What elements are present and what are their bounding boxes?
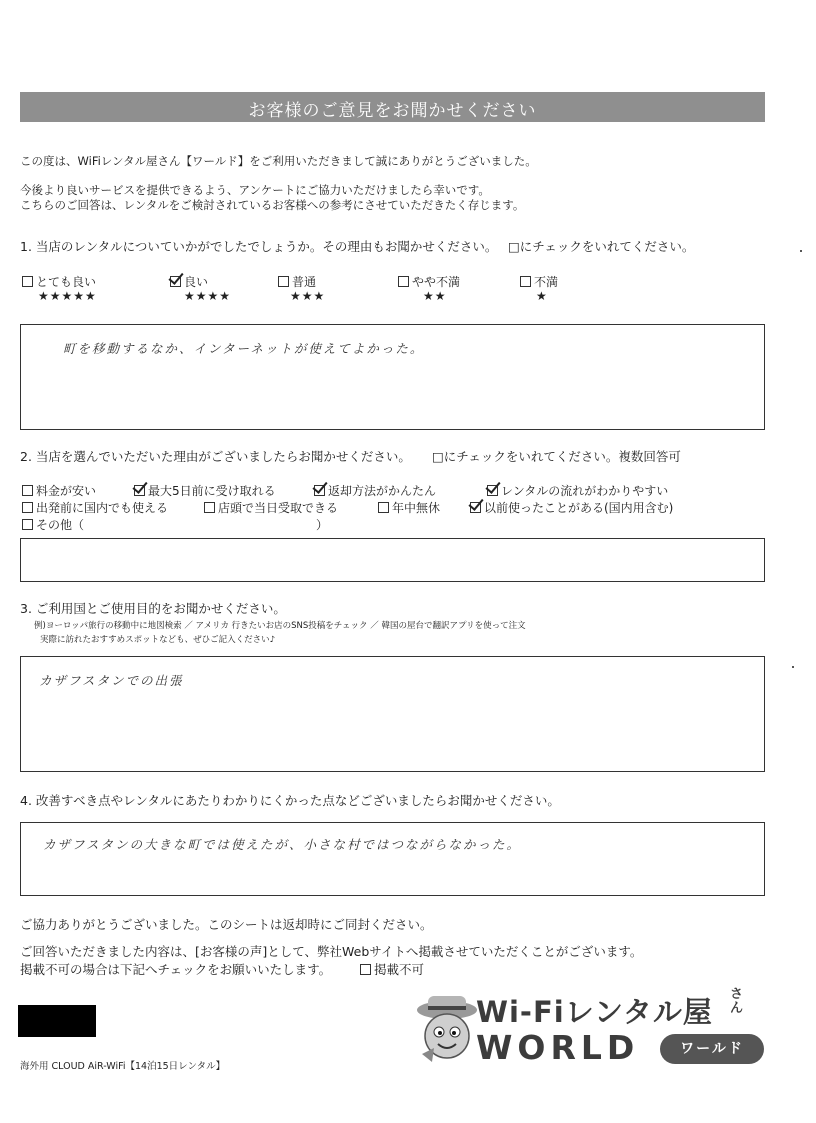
q2-answer-box[interactable] — [20, 538, 765, 582]
q1-option-unsatisfied[interactable]: 不満 — [520, 273, 558, 290]
q2-checkbox-used-before[interactable] — [470, 502, 481, 513]
q2-checkbox-domestic[interactable] — [22, 502, 33, 513]
logo-tag: ワールド — [660, 1034, 764, 1064]
q2-option-cheap[interactable]: 料金が安い — [22, 482, 96, 499]
optout-option[interactable]: 掲載不可 — [360, 960, 424, 978]
intro-line-3: こちらのご回答は、レンタルをご検討されているお客様への参考にさせていただきたく存じます。 — [20, 198, 525, 212]
q2-other-close-paren: ） — [316, 518, 329, 532]
q1-stars-4: ★★★★ — [184, 289, 232, 303]
q2-question: 2. 当店を選んでいただいた理由がございましたらお聞かせください。 — [20, 449, 411, 464]
q1-instruction: □にチェックをいれてください。 — [508, 239, 695, 254]
q1-option-slightly-unsatisfied[interactable]: やや不満 — [398, 273, 460, 290]
q1-stars-5: ★★★★★ — [38, 289, 97, 303]
intro-line-1: この度は、WiFiレンタル屋さん【ワールド】をご利用いただきまして誠にありがとうございました。 — [20, 154, 537, 168]
q3-answer-box[interactable] — [20, 656, 765, 772]
q1-stars-2: ★★ — [423, 289, 447, 303]
q2-option-store-pickup[interactable]: 店頭で当日受取できる — [204, 499, 338, 516]
product-name: 海外用 CLOUD AiR-WiFi【14泊15日レンタル】 — [20, 1061, 226, 1072]
q1-checkbox-good[interactable] — [170, 276, 181, 287]
q2-option-other[interactable]: その他（ — [22, 516, 84, 533]
header-banner — [20, 92, 765, 122]
footer-thanks: ご協力ありがとうございました。このシートは返却時にご同封ください。 — [20, 917, 433, 932]
q1-stars-3: ★★★ — [290, 289, 326, 303]
q2-checkbox-other[interactable] — [22, 519, 33, 530]
wifi-rental-world-logo — [414, 988, 766, 1070]
q1-answer-box[interactable] — [20, 324, 765, 430]
q2-option-open-all-year[interactable]: 年中無休 — [378, 499, 440, 516]
q1-option-good[interactable]: 良い — [170, 273, 208, 290]
scan-speck — [792, 666, 794, 668]
footer-optout: 掲載不可の場合は下記へチェックをお願いいたします。 — [20, 962, 332, 977]
q2-option-used-before[interactable]: 以前使ったことがある(国内用含む) — [470, 499, 673, 516]
scan-speck — [800, 250, 802, 252]
q1-checkbox-very-good[interactable] — [22, 276, 33, 287]
q2-option-easy-flow[interactable]: レンタルの流れがわかりやすい — [487, 482, 668, 499]
q2-option-5days[interactable]: 最大5日前に受け取れる — [134, 482, 276, 499]
q1-question: 1. 当店のレンタルについていかがでしたでしょうか。その理由もお聞かせください。 — [20, 239, 498, 254]
intro-line-2: 今後より良いサービスを提供できるよう、アンケートにご協力いただけましたら幸いです。 — [20, 183, 490, 197]
q2-checkbox-5days[interactable] — [134, 485, 145, 496]
q2-checkbox-open-all-year[interactable] — [378, 502, 389, 513]
mascot-icon — [414, 992, 480, 1066]
logo-san: さん — [730, 987, 744, 1016]
q2-instruction: □にチェックをいれてください。複数回答可 — [432, 449, 681, 464]
redacted-block — [18, 1005, 96, 1037]
q2-option-domestic[interactable]: 出発前に国内でも使える — [22, 499, 168, 516]
q1-answer-text: 町を移動するなか、インターネットが使えてよかった。 — [63, 341, 425, 356]
q3-example: 例)ヨーロッパ旅行の移動中に地図検索 ／ アメリカ 行きたいお店のSNS投稿をチェック ／ 韓国の屋台で翻訳アプリを使って注文 — [34, 621, 526, 631]
q1-checkbox-slightly-unsatisfied[interactable] — [398, 276, 409, 287]
q2-checkbox-easy-return[interactable] — [314, 485, 325, 496]
q1-stars-1: ★ — [536, 289, 548, 303]
q1-option-normal[interactable]: 普通 — [278, 273, 316, 290]
q3-answer-text: カザフスタンでの出張 — [39, 673, 184, 688]
q2-checkbox-cheap[interactable] — [22, 485, 33, 496]
page-title: お客様のご意見をお聞かせください — [248, 101, 537, 121]
q3-question: 3. ご利用国とご使用目的をお聞かせください。 — [20, 601, 286, 616]
q4-answer-text: カザフスタンの大きな町では使えたが、小さな村ではつながらなかった。 — [43, 837, 522, 852]
q3-example-2: 実際に訪れたおすすめスポットなども、ぜひご記入ください♪ — [40, 635, 276, 645]
logo-line-1: Wi-Fiレンタル屋 — [476, 995, 713, 1029]
footer-notice: ご回答いただきました内容は、[お客様の声]として、弊社Webサイトへ掲載させていただくことがございます。 — [20, 944, 643, 959]
q2-option-easy-return[interactable]: 返却方法がかんたん — [314, 482, 436, 499]
optout-checkbox[interactable] — [360, 964, 371, 975]
q4-answer-box[interactable] — [20, 822, 765, 896]
q1-checkbox-normal[interactable] — [278, 276, 289, 287]
q4-question: 4. 改善すべき点やレンタルにあたりわかりにくかった点などございましたらお聞かせください。 — [20, 793, 560, 808]
q1-option-very-good[interactable]: とても良い — [22, 273, 96, 290]
q2-checkbox-store-pickup[interactable] — [204, 502, 215, 513]
logo-line-2: WORLD — [476, 1028, 640, 1067]
q2-checkbox-easy-flow[interactable] — [487, 485, 498, 496]
q1-checkbox-unsatisfied[interactable] — [520, 276, 531, 287]
